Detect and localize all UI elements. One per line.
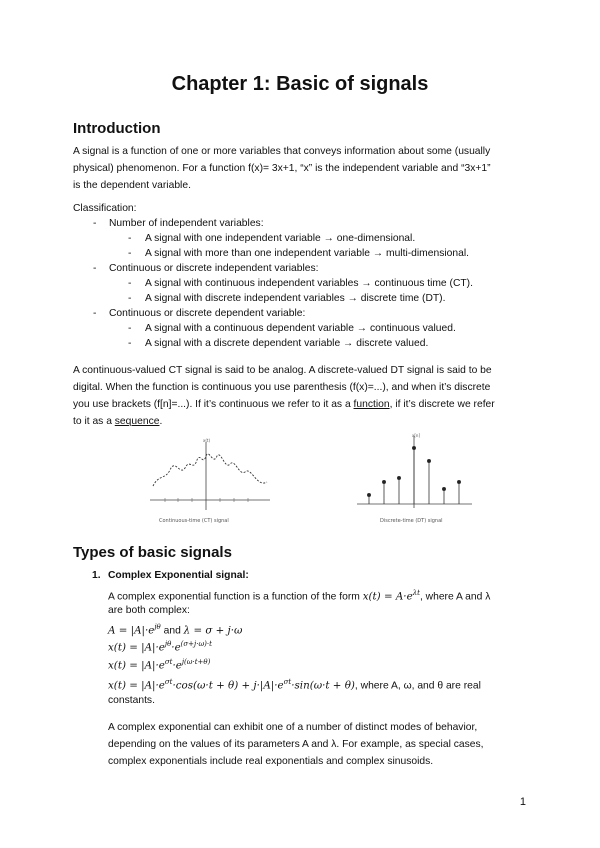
analog-paragraph: A continuous-valued CT signal is said to be analog. A discrete-valued DT signal is said to be digital. When the function is continuous you use parenthesis (f(x)=...), and when it’s discrete you use brackets (f[n]=...). If it’s continuous we refer to it as a function, if it’s discrete we refer to it as a sequence. bbox=[73, 365, 495, 427]
equation-x-3: $x(t) = |A|\cdot e^{\sigma t}\cdot\cos(\omega\cdot t + \theta) + j\cdot|A|\cdot e^{\sigma t}\cdot\sin(\omega\cdot t + \theta)$, where A, ω, and θ are real bbox=[108, 678, 481, 692]
list-item: - A signal with a continuous dependent variable → continuous valued. bbox=[128, 323, 456, 334]
item-number: 1. bbox=[92, 570, 101, 581]
ct-axis-label: x(t) bbox=[203, 438, 211, 443]
list-item: - A signal with discrete independent variables → discrete time (DT). bbox=[128, 293, 446, 304]
list-item: - Continuous or discrete independent variables: bbox=[93, 263, 319, 274]
equation-x-3-line2: constants. bbox=[108, 695, 155, 706]
classification-label: Classification: bbox=[73, 203, 137, 214]
intro-paragraph bbox=[73, 143, 528, 194]
intro-line: A signal is a function of one or more variables that conveys information about some (usually bbox=[73, 146, 491, 157]
complex-exponential-paragraph: A complex exponential can exhibit one of a number of distinct modes of behavior, depending on the values of its parameters A and λ. For example, as special cases, complex exponentials include real exponentials and complex sinusoids. bbox=[108, 722, 484, 767]
equation-x-2: $x(t) = |A|\cdot e^{\sigma t}\cdot e^{j(\omega\cdot t+\theta)}$ bbox=[108, 658, 211, 672]
types-heading: Types of basic signals bbox=[73, 544, 232, 561]
ct-caption: Continuous-time (CT) signal bbox=[159, 518, 229, 524]
list-item: - Number of independent variables: bbox=[93, 218, 264, 229]
list-item: - A signal with a discrete dependent variable → discrete valued. bbox=[128, 338, 429, 349]
intro-line: is the dependent variable. bbox=[73, 180, 191, 191]
function-link-text: function bbox=[353, 399, 390, 410]
dt-sample bbox=[412, 446, 415, 449]
list-item: - A signal with one independent variable → one-dimensional. bbox=[128, 233, 416, 244]
dt-sample bbox=[457, 480, 460, 483]
page-title: Chapter 1: Basic of signals bbox=[171, 73, 429, 95]
dt-axis-label: x[n] bbox=[412, 433, 421, 438]
intro-line: physical) phenomenon. For a function f(x)= 3x+1, “x” is the independent variable and “3x+1” bbox=[73, 163, 491, 174]
sequence-link-text: sequence bbox=[114, 416, 160, 427]
ct-signal-figure bbox=[145, 436, 275, 528]
dt-signal-figure bbox=[352, 432, 477, 528]
dt-sample bbox=[397, 476, 400, 479]
dt-sample bbox=[427, 459, 430, 462]
list-item: - Continuous or discrete dependent variable: bbox=[93, 308, 306, 319]
dt-caption: Discrete-time (DT) signal bbox=[380, 518, 443, 524]
dt-sample bbox=[382, 480, 385, 483]
classification-list bbox=[73, 201, 473, 351]
form-description: A complex exponential function is a function of the form $x(t) = A\cdot e^{\lambda t}$, where A and λ bbox=[108, 589, 491, 603]
list-item: - A signal with more than one independent variable → multi-dimensional. bbox=[128, 248, 469, 259]
equation-x-1: $x(t) = |A|\cdot e^{j\theta}\cdot e^{(\sigma+j\cdot\omega)\cdot t}$ bbox=[108, 640, 212, 654]
dt-sample bbox=[367, 493, 370, 496]
introduction-heading: Introduction bbox=[73, 120, 161, 137]
ct-signal-curve bbox=[153, 454, 267, 486]
list-item: - A signal with continuous independent variables → continuous time (CT). bbox=[128, 278, 473, 289]
dt-sample bbox=[442, 487, 445, 490]
form-description-line2: are both complex: bbox=[108, 605, 190, 616]
equation-A: $A = |A|\cdot e^{j\theta}$ and λ = σ + j·ω bbox=[108, 623, 243, 637]
complex-exponential-title: Complex Exponential signal: bbox=[108, 570, 249, 581]
page-number: 1 bbox=[519, 796, 526, 808]
